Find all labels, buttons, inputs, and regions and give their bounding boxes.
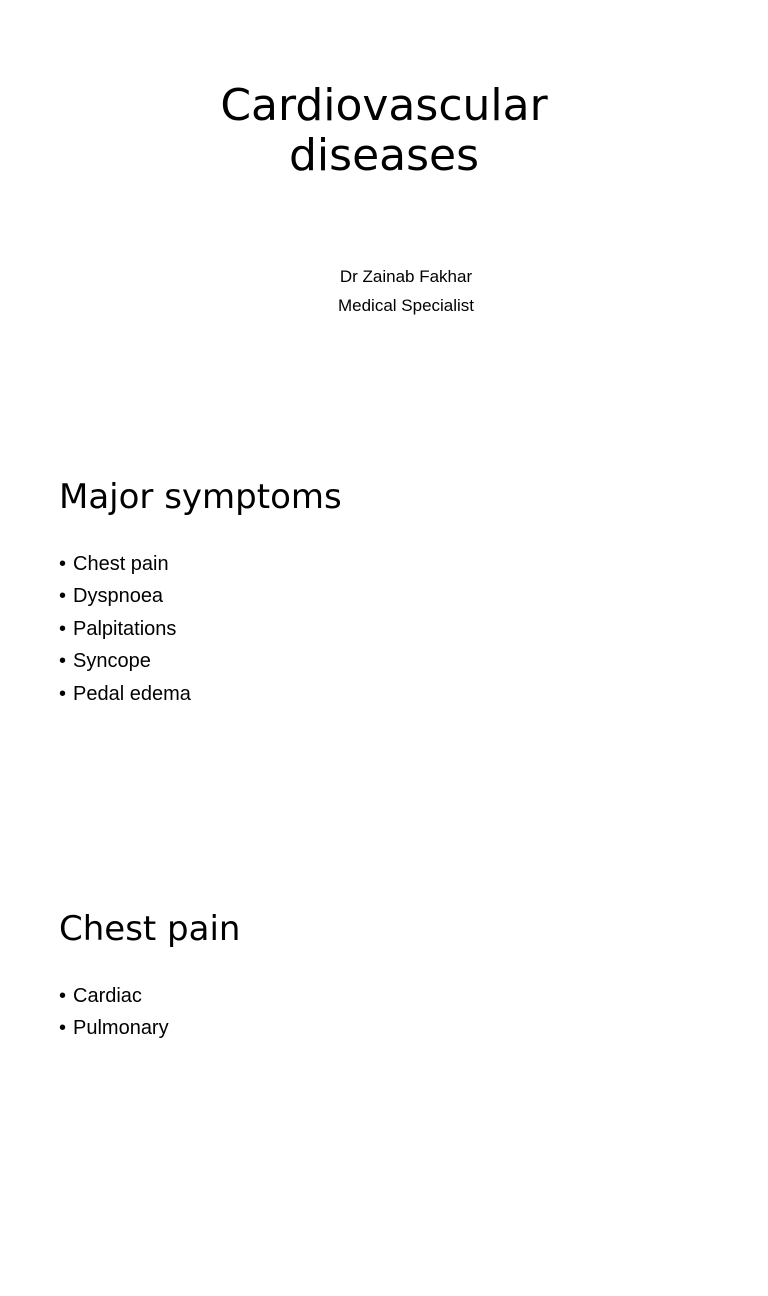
- list-item-text: Cardiac: [73, 985, 142, 1007]
- title-slide: [0, 0, 768, 432]
- list-item: [59, 548, 191, 580]
- list-item-text: Palpitations: [73, 617, 177, 640]
- bullet-icon: •: [59, 585, 67, 608]
- bullet-icon: •: [59, 985, 67, 1007]
- bullet-icon: •: [59, 1017, 67, 1040]
- title-line: diseases: [288, 130, 480, 182]
- presenter-role: Medical Specialist: [337, 296, 475, 315]
- presenter-info: [36, 262, 768, 320]
- slide-heading: Chest pain: [59, 909, 241, 949]
- bullet-icon: •: [59, 617, 67, 640]
- bullet-icon: •: [59, 650, 67, 673]
- bullet-icon: •: [59, 682, 67, 705]
- list-item: [59, 980, 169, 1012]
- presentation-title: [0, 81, 768, 181]
- slide-heading: Major symptoms: [59, 477, 342, 517]
- list-item: [59, 580, 191, 612]
- list-item-text: Syncope: [73, 650, 151, 673]
- chest-pain-cause-list: [59, 980, 169, 1045]
- list-item-text: Dyspnoea: [73, 585, 164, 608]
- list-item: [59, 613, 191, 645]
- list-item-text: Pedal edema: [73, 682, 191, 705]
- chest-pain-slide: [0, 864, 768, 1296]
- major-symptoms-slide: [0, 432, 768, 864]
- list-item: [59, 645, 191, 677]
- presenter-name: Dr Zainab Fakhar: [339, 267, 473, 286]
- symptom-list: [59, 548, 191, 710]
- list-item-text: Pulmonary: [73, 1017, 169, 1040]
- bullet-icon: •: [59, 553, 67, 575]
- title-line: Cardiovascular: [220, 80, 548, 132]
- list-item: [59, 678, 191, 710]
- list-item-text: Chest pain: [73, 553, 169, 575]
- list-item: [59, 1012, 169, 1044]
